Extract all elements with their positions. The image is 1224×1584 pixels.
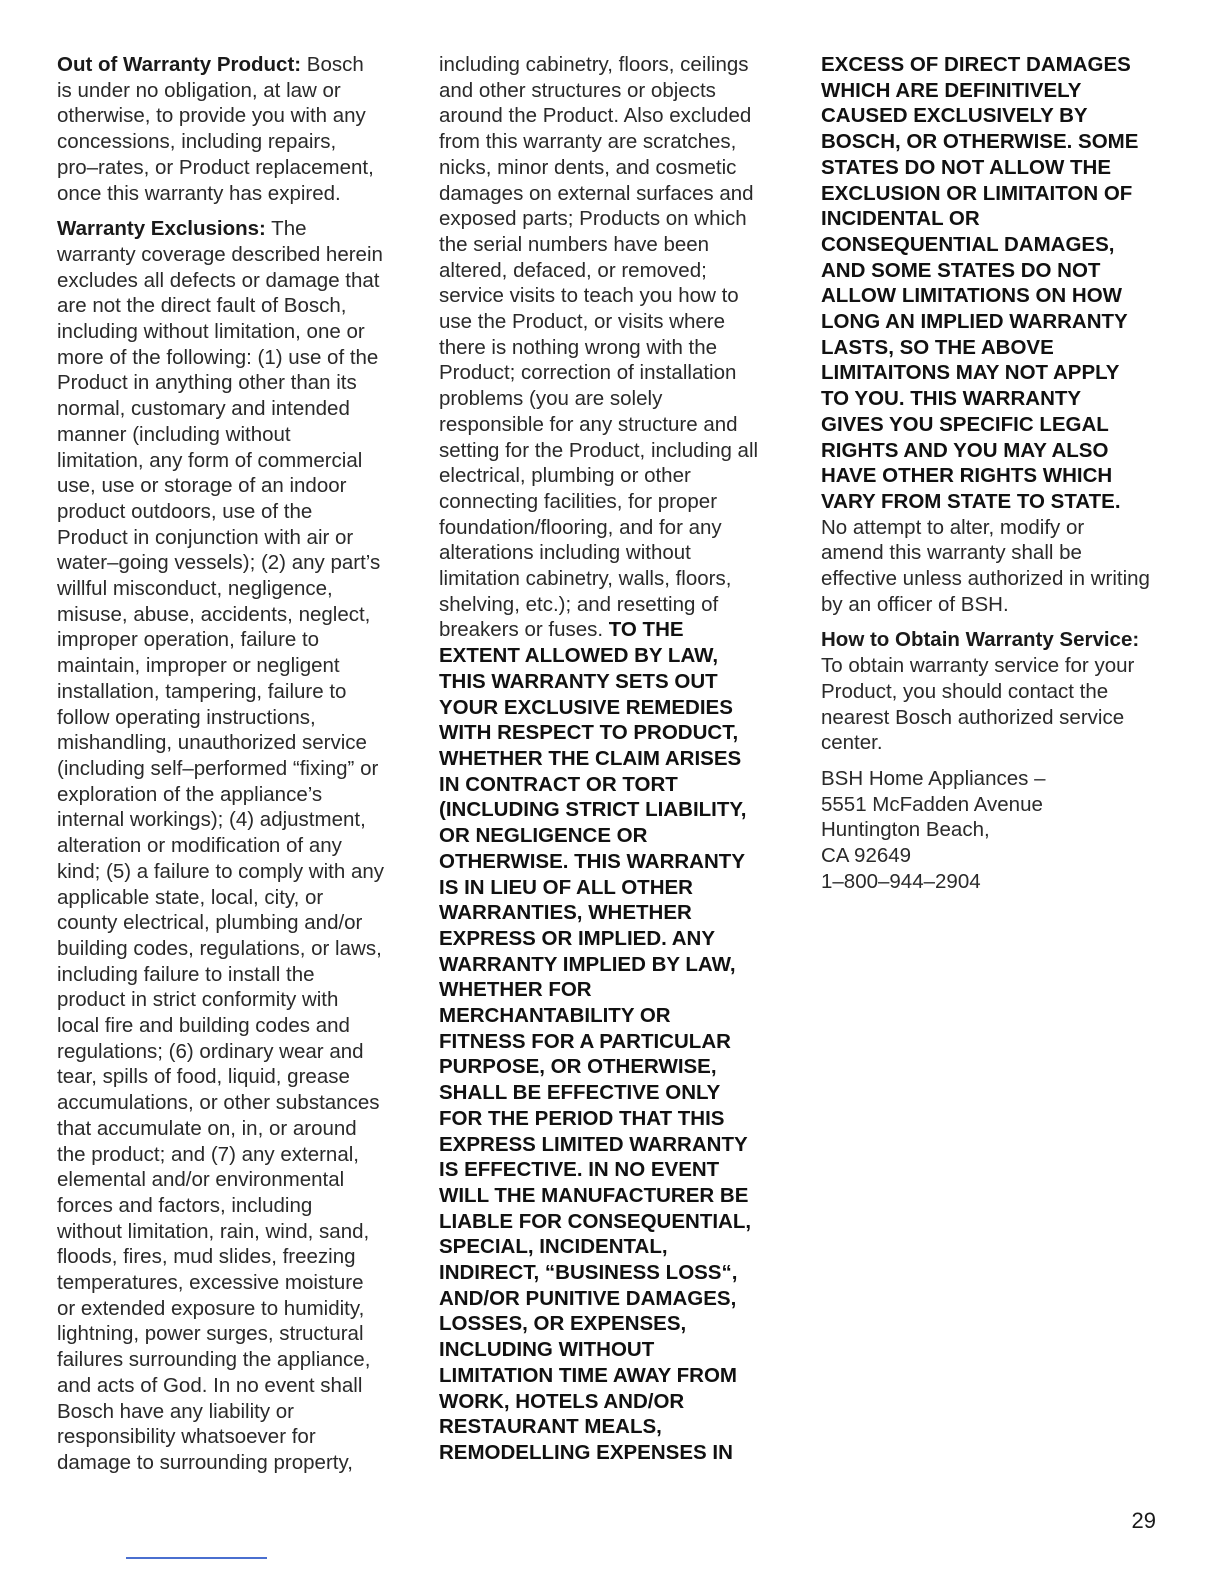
address-block bbox=[821, 766, 1171, 895]
text-line: To obtain warranty service for your bbox=[821, 654, 1135, 678]
text-line: damage to surrounding property, bbox=[57, 1450, 353, 1474]
text-line: responsibility whatsoever for bbox=[57, 1425, 316, 1449]
text-line: No attempt to alter, modify or bbox=[821, 515, 1085, 539]
text-line: service visits to teach you how to bbox=[439, 284, 739, 308]
text-line: LASTS, SO THE ABOVE bbox=[821, 335, 1054, 359]
text-line: INCIDENTAL OR bbox=[821, 207, 980, 231]
text-line: connecting facilities, for proper bbox=[439, 489, 718, 513]
text-line: CAUSED EXCLUSIVELY BY bbox=[821, 104, 1088, 128]
text-line: limitation cabinetry, walls, floors, bbox=[439, 567, 732, 591]
text-line: FITNESS FOR A PARTICULAR bbox=[439, 1029, 731, 1053]
text-line: WILL THE MANUFACTURER BE bbox=[439, 1183, 749, 1207]
text-line: OR NEGLIGENCE OR bbox=[439, 824, 648, 848]
text-line: once this warranty has expired. bbox=[57, 181, 341, 205]
text-line: INCLUDING WITHOUT bbox=[439, 1338, 655, 1362]
text-line: or extended exposure to humidity, bbox=[57, 1296, 365, 1320]
text-line: (INCLUDING STRICT LIABILITY, bbox=[439, 798, 747, 822]
text-line: YOUR EXCLUSIVE REMEDIES bbox=[439, 695, 733, 719]
text-line: AND/OR PUNITIVE DAMAGES, bbox=[439, 1286, 737, 1310]
text-line: including failure to install the bbox=[57, 962, 315, 986]
text-line: Product, you should contact the bbox=[821, 679, 1109, 703]
text-line: Bosch have any liability or bbox=[57, 1399, 295, 1423]
text-line: EXPRESS LIMITED WARRANTY bbox=[439, 1132, 748, 1156]
text-line: county electrical, plumbing and/or bbox=[57, 911, 363, 935]
text-line: water–going vessels); (2) any part’s bbox=[57, 551, 381, 575]
scan-mark-line bbox=[126, 1557, 267, 1559]
text-line: SPECIAL, INCIDENTAL, bbox=[439, 1235, 668, 1259]
text-line: mishandling, unauthorized service bbox=[57, 731, 367, 755]
service-body bbox=[821, 653, 1171, 756]
text-line: INDIRECT, “BUSINESS LOSS“, bbox=[439, 1261, 738, 1285]
exclusions-continued-paragraph bbox=[439, 52, 784, 1466]
text-line: forces and factors, including bbox=[57, 1193, 313, 1217]
text-line: GIVES YOU SPECIFIC LEGAL bbox=[821, 412, 1109, 436]
text-line: by an officer of BSH. bbox=[821, 592, 1009, 616]
text-line: foundation/flooring, and for any bbox=[439, 515, 722, 539]
page-number: 29 bbox=[1131, 1508, 1156, 1533]
text-line: exposed parts; Products on which bbox=[439, 207, 747, 231]
text-line: (including self–performed “fixing” or bbox=[57, 756, 379, 780]
text-line: internal workings); (4) adjustment, bbox=[57, 808, 366, 832]
text-line: RIGHTS AND YOU MAY ALSO bbox=[821, 438, 1109, 462]
text-line: use the Product, or visits where bbox=[439, 310, 725, 334]
text-line: amend this warranty shall be bbox=[821, 541, 1082, 565]
text-line: the product; and (7) any external, bbox=[57, 1142, 359, 1166]
text-line: The bbox=[265, 217, 307, 241]
text-line: 5551 McFadden Avenue bbox=[821, 792, 1043, 816]
amendment-notice bbox=[821, 515, 1171, 618]
text-line: center. bbox=[821, 731, 883, 755]
address-lines bbox=[821, 766, 1171, 895]
exclusions-continued-body bbox=[439, 52, 784, 617]
text-line: BSH Home Appliances – bbox=[821, 766, 1046, 790]
out-of-warranty-body bbox=[57, 78, 402, 207]
text-line: tear, spills of food, liquid, grease bbox=[57, 1065, 350, 1089]
text-line: WARRANTY IMPLIED BY LAW, bbox=[439, 952, 736, 976]
text-line: are not the direct fault of Bosch, bbox=[57, 294, 347, 318]
text-line: floods, fires, mud slides, freezing bbox=[57, 1245, 356, 1269]
text-line: RESTAURANT MEALS, bbox=[439, 1415, 662, 1439]
text-line: manner (including without bbox=[57, 422, 291, 446]
text-line: maintain, improper or negligent bbox=[57, 654, 340, 678]
text-line: LOSSES, OR EXPENSES, bbox=[439, 1312, 687, 1336]
disclaimer-continued-body bbox=[821, 52, 1171, 515]
text-line: Product in anything other than its bbox=[57, 371, 357, 395]
text-line: effective unless authorized in writing bbox=[821, 567, 1150, 591]
text-line: nearest Bosch authorized service bbox=[821, 705, 1125, 729]
text-line: EXTENT ALLOWED BY LAW, bbox=[439, 644, 719, 668]
text-line: FOR THE PERIOD THAT THIS bbox=[439, 1106, 725, 1130]
text-line: is under no obligation, at law or bbox=[57, 78, 341, 102]
text-line: damages on external surfaces and bbox=[439, 181, 754, 205]
text-line: and acts of God. In no event shall bbox=[57, 1373, 363, 1397]
text-line: willful misconduct, negligence, bbox=[57, 577, 333, 601]
text-line: improper operation, failure to bbox=[57, 628, 320, 652]
text-line: nicks, minor dents, and cosmetic bbox=[439, 155, 737, 179]
text-line: setting for the Product, including all bbox=[439, 438, 759, 462]
text-line: breakers or fuses. bbox=[439, 618, 609, 642]
text-line: product in strict conformity with bbox=[57, 988, 339, 1012]
out-of-warranty-heading: Out of Warranty Product: bbox=[57, 53, 302, 76]
text-line: concessions, including repairs, bbox=[57, 130, 337, 154]
text-line: LIMITAITONS MAY NOT APPLY bbox=[821, 361, 1120, 385]
text-line: Product; correction of installation bbox=[439, 361, 737, 385]
text-line: IS EFFECTIVE. IN NO EVENT bbox=[439, 1158, 720, 1182]
text-line: WHETHER FOR bbox=[439, 978, 592, 1002]
text-line: from this warranty are scratches, bbox=[439, 130, 737, 154]
text-line: and other structures or objects bbox=[439, 78, 716, 102]
text-line: Huntington Beach, bbox=[821, 818, 990, 842]
text-line: THIS WARRANTY SETS OUT bbox=[439, 669, 718, 693]
text-line: pro–rates, or Product replacement, bbox=[57, 155, 374, 179]
text-line: temperatures, excessive moisture bbox=[57, 1271, 364, 1295]
text-line: limitation, any form of commercial bbox=[57, 448, 363, 472]
column-left bbox=[57, 52, 402, 1486]
text-line: SHALL BE EFFECTIVE ONLY bbox=[439, 1081, 721, 1105]
text-line: WHETHER THE CLAIM ARISES bbox=[439, 746, 742, 770]
text-line: CONSEQUENTIAL DAMAGES, bbox=[821, 232, 1115, 256]
service-paragraph bbox=[821, 627, 1171, 756]
disclaimer-continued-paragraph bbox=[821, 52, 1171, 617]
text-line: more of the following: (1) use of the bbox=[57, 345, 379, 369]
text-line: MERCHANTABILITY OR bbox=[439, 1004, 671, 1028]
text-line: local fire and building codes and bbox=[57, 1014, 350, 1038]
exclusions-paragraph bbox=[57, 216, 402, 1475]
text-line: LIABLE FOR CONSEQUENTIAL, bbox=[439, 1209, 752, 1233]
text-line: problems (you are solely bbox=[439, 387, 663, 411]
text-line: altered, defaced, or removed; bbox=[439, 258, 707, 282]
text-line: there is nothing wrong with the bbox=[439, 335, 718, 359]
text-line: otherwise, to provide you with any bbox=[57, 104, 366, 128]
column-middle bbox=[439, 52, 784, 1476]
disclaimer-text: TO THE bbox=[608, 618, 684, 642]
text-line: regulations; (6) ordinary wear and bbox=[57, 1039, 364, 1063]
text-line: STATES DO NOT ALLOW THE bbox=[821, 155, 1112, 179]
text-line: alteration or modification of any bbox=[57, 834, 342, 858]
out-of-warranty-paragraph bbox=[57, 52, 402, 206]
text-line: the serial numbers have been bbox=[439, 232, 710, 256]
text-line: around the Product. Also excluded bbox=[439, 104, 752, 128]
text-line: excludes all defects or damage that bbox=[57, 268, 380, 292]
text-line: HAVE OTHER RIGHTS WHICH bbox=[821, 464, 1113, 488]
text-line: AND SOME STATES DO NOT bbox=[821, 258, 1101, 282]
text-line: responsible for any structure and bbox=[439, 412, 738, 436]
disclaimer-body bbox=[439, 643, 784, 1466]
text-line: shelving, etc.); and resetting of bbox=[439, 592, 719, 616]
text-line: EXCESS OF DIRECT DAMAGES bbox=[821, 53, 1131, 76]
text-line: that accumulate on, in, or around bbox=[57, 1116, 357, 1140]
text-line: EXPRESS OR IMPLIED. ANY bbox=[439, 926, 716, 950]
text-line: exploration of the appliance’s bbox=[57, 782, 323, 806]
text-line: WHICH ARE DEFINITIVELY bbox=[821, 78, 1082, 102]
text-line: WARRANTIES, WHETHER bbox=[439, 901, 692, 925]
text-line: warranty coverage described herein bbox=[57, 242, 383, 266]
text-line: IN CONTRACT OR TORT bbox=[439, 772, 678, 796]
text-line: without limitation, rain, wind, sand, bbox=[57, 1219, 370, 1243]
text-line: failures surrounding the appliance, bbox=[57, 1348, 371, 1372]
text-line: 1–800–944–2904 bbox=[821, 869, 981, 893]
text-line: electrical, plumbing or other bbox=[439, 464, 691, 488]
text-line: WORK, HOTELS AND/OR bbox=[439, 1389, 685, 1413]
exclusions-heading: Warranty Exclusions: bbox=[57, 217, 266, 241]
text-line: VARY FROM STATE TO STATE. bbox=[821, 489, 1121, 513]
text-line: kind; (5) a failure to comply with any bbox=[57, 859, 384, 883]
text-line: OTHERWISE. THIS WARRANTY bbox=[439, 849, 745, 873]
text-line: product outdoors, use of the bbox=[57, 499, 313, 523]
text-line: TO YOU. THIS WARRANTY bbox=[821, 387, 1082, 411]
text-line: including without limitation, one or bbox=[57, 320, 365, 344]
text-line: ALLOW LIMITATIONS ON HOW bbox=[821, 284, 1122, 308]
text-line: LIMITATION TIME AWAY FROM bbox=[439, 1363, 738, 1387]
exclusions-body bbox=[57, 242, 402, 1476]
text-line: REMODELLING EXPENSES IN bbox=[439, 1440, 733, 1464]
text-line: installation, tampering, failure to bbox=[57, 679, 347, 703]
text-line: elemental and/or environmental bbox=[57, 1168, 345, 1192]
text-line: follow operating instructions, bbox=[57, 705, 316, 729]
text-line: IS IN LIEU OF ALL OTHER bbox=[439, 875, 693, 899]
text-line: building codes, regulations, or laws, bbox=[57, 936, 382, 960]
text-line: lightning, power surges, structural bbox=[57, 1322, 364, 1346]
text-line: misuse, abuse, accidents, neglect, bbox=[57, 602, 371, 626]
text-line: Product in conjunction with air or bbox=[57, 525, 354, 549]
text-line: PURPOSE, OR OTHERWISE, bbox=[439, 1055, 717, 1079]
text-line: CA 92649 bbox=[821, 844, 912, 868]
text-line: including cabinetry, floors, ceilings bbox=[439, 53, 749, 76]
text-line: applicable state, local, city, or bbox=[57, 885, 324, 909]
text-line: accumulations, or other substances bbox=[57, 1091, 380, 1115]
text-line: alterations including without bbox=[439, 541, 691, 565]
text-line: EXCLUSION OR LIMITAITON OF bbox=[821, 181, 1133, 205]
text-line: normal, customary and intended bbox=[57, 397, 350, 421]
column-right bbox=[821, 52, 1171, 905]
text-line: LONG AN IMPLIED WARRANTY bbox=[821, 310, 1128, 334]
text-line: BOSCH, OR OTHERWISE. SOME bbox=[821, 130, 1139, 154]
text-line: use, use or storage of an indoor bbox=[57, 474, 347, 498]
service-heading: How to Obtain Warranty Service: bbox=[821, 628, 1140, 652]
text-line: Bosch bbox=[301, 53, 364, 76]
text-line: WITH RESPECT TO PRODUCT, bbox=[439, 721, 739, 745]
